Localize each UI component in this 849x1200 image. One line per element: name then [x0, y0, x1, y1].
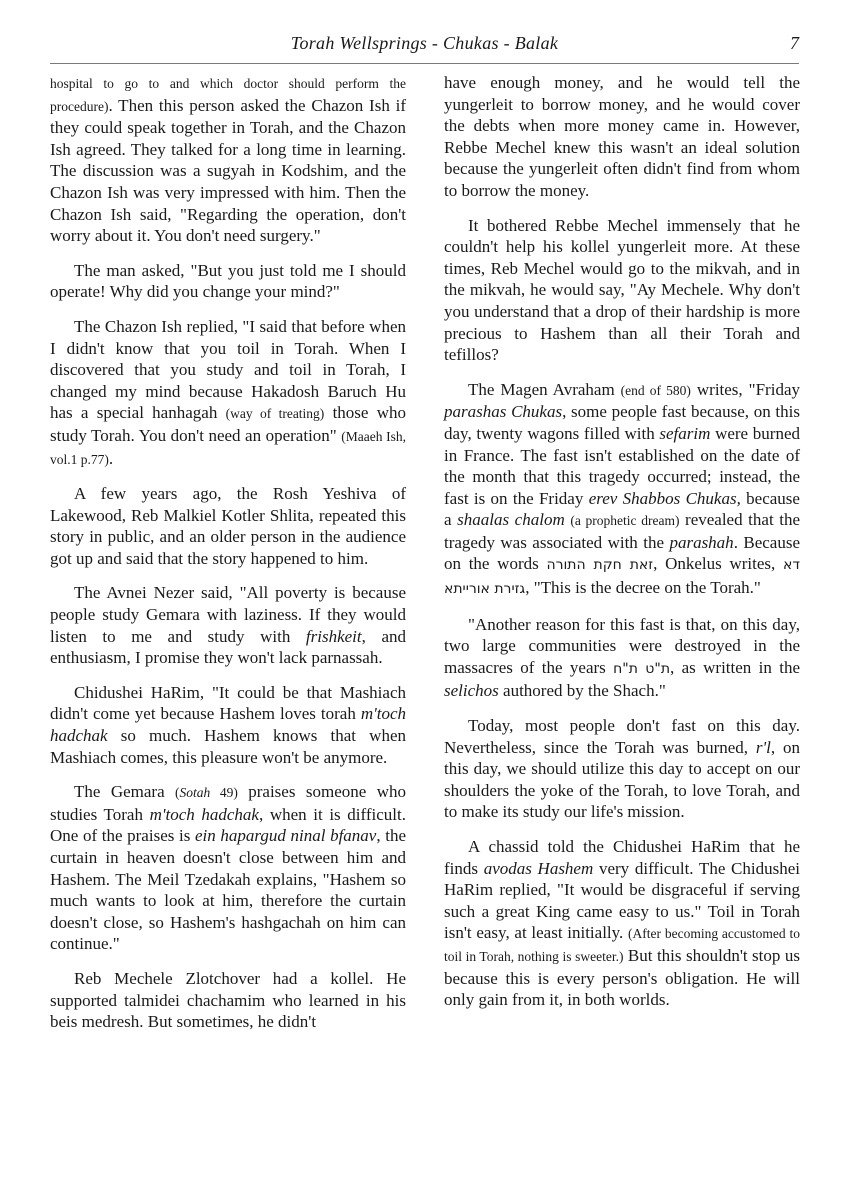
hebrew-text: זאת חקת התורה	[546, 557, 654, 574]
paragraph: The Gemara (Sotah 49) praises someone who studies Torah m'toch hadchak, when it is difficult. One of the praises is ein hapargud ninal bfanav, the curtain in heaven doesn't close between him and Hashem. The Meil Tzedakah explains, "Hashem so much wants to look at him, therefore the curtain doesn't close, so Hashem's hashgachah on him can continue."	[50, 782, 406, 954]
paragraph: It bothered Rebbe Mechel immensely that he couldn't help his kollel yungerleit more. At these times, Reb Mechel would go to the mikvah, and in the mikvah, he would say, "Ay Mechele. Why don't you understand that a drop of their hardship is more precious to Hashem than all their Torah and tefillos?	[444, 215, 800, 365]
paragraph: Today, most people don't fast on this day. Nevertheless, since the Torah was burned, r'l, on this day, we should utilize this day to accept on our shoulders the yoke of the Torah, to love Torah, and to make its study our life's mission.	[444, 716, 800, 822]
hebrew-text: דא גזירת אורייתא	[444, 557, 800, 598]
paragraph: The man asked, "But you just told me I should operate! Why did you change your mind?"	[50, 260, 406, 302]
header-rule	[50, 63, 799, 64]
paragraph: The Avnei Nezer said, "All poverty is because people study Gemara with laziness. If they would listen to me and study with frishkeit, and enthusiasm, I promise they won't lack parnassah.	[50, 583, 406, 668]
paragraph: have enough money, and he would tell the yungerleit to borrow money, and he would cover the debts when more money came in. However, Rebbe Mechel knew this wasn't an ideal solution because the yungerleit often didn't find from whom to borrow the money.	[444, 73, 800, 200]
paragraph: Reb Mechele Zlotchover had a kollel. He supported talmidei chachamim who learned in his beis medresh. But sometimes, he didn't	[50, 968, 406, 1032]
hebrew-text: ת"ט	[645, 660, 671, 677]
paragraph: A few years ago, the Rosh Yeshiva of Lakewood, Reb Malkiel Kotler Shlita, repeated this story in public, and an older person in the audience got up and said that the story happened to him.	[50, 484, 406, 568]
running-header	[50, 33, 799, 57]
left-column	[50, 72, 406, 1046]
running-title: Torah Wellsprings - Chukas - Balak	[290, 33, 559, 53]
paragraph: Chidushei HaRim, "It could be that Mashiach didn't come yet because Hashem loves torah m'toch hadchak so much. Hashem knows that when Mashiach comes, this pleasure won't be anymore.	[50, 682, 406, 767]
right-column	[444, 72, 800, 1024]
paragraph: The Chazon Ish replied, "I said that before when I didn't know that you toil in Torah. When I discovered that you study and toil in Torah, I changed my mind because Hakadosh Baruch Hu has a special hanhagah (way of treating) those who study Torah. You don't need an operation" (Maaeh Ish, vol.1 p.77).	[50, 316, 406, 468]
paragraph: A chassid told the Chidushei HaRim that he finds avodas Hashem very difficult. The Chidushei HaRim replied, "It would be disgraceful if serving such a great King came easy to us." Toil in Torah isn't easy, at least initially. (After becoming accustomed to toil in Torah, nothing is sweeter.) But this shouldn't stop us because this is every person's obligation. He will only gain from it, in both worlds.	[444, 837, 800, 1010]
paragraph: "Another reason for this fast is that, on this day, two large communities were destroyed in the massacres of the years ת"ח ת"ט, as written in the selichos authored by the Shach."	[444, 614, 800, 701]
paragraph: The Magen Avraham (end of 580) writes, "Friday parashas Chukas, some people fast because, on this day, twenty wagons filled with sefarim were burned in France. The fast isn't established on the date of the month that this tragedy occurred; instead, the fast is on the Friday erev Shabbos Chukas, because a shaalas chalom (a prophetic dream) revealed that the tragedy was associated with the parashah. Because on the words זאת חקת התורה, Onkelus writes, דא גזירת אורייתא, "This is the decree on the Torah."	[444, 379, 801, 598]
paragraph: hospital to go to and which doctor should perform the procedure). Then this person asked the Chazon Ish if they could speak together in Torah, and the Chazon Ish agreed. They talked for a long time in learning. The discussion was a sugyah in Kodshim, and the Chazon Ish was very impressed with him. Then the Chazon Ish said, "Regarding the operation, don't worry about it. You don't need surgery."	[50, 76, 406, 246]
page-number: 7	[790, 33, 799, 53]
hebrew-text: ת"ח	[613, 660, 638, 677]
